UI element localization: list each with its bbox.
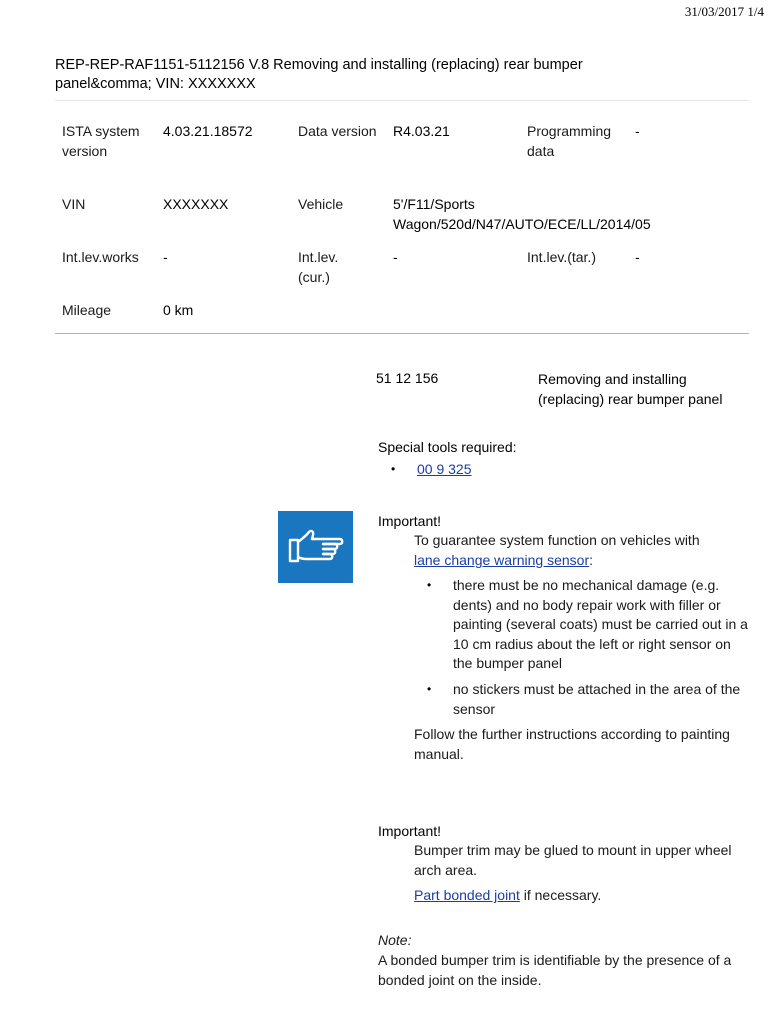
- info-table-divider: [55, 333, 749, 334]
- bonded-joint-line: [414, 886, 744, 906]
- ista-version-value: 4.03.21.18572: [163, 123, 253, 139]
- section-code: 51 12 156: [376, 370, 439, 386]
- ista-version-label: ISTA system version: [62, 123, 140, 159]
- special-tool-link[interactable]: 00 9 325: [417, 461, 472, 477]
- print-date-page: 31/03/2017 1/4: [684, 4, 764, 19]
- intlev-works-value: -: [163, 249, 168, 265]
- lane-change-line: [414, 551, 754, 571]
- vin-label: VIN: [62, 196, 86, 212]
- intlev-tar-label: Int.lev.(tar.): [527, 249, 596, 265]
- title-divider: [55, 100, 749, 101]
- intlev-cur-value: -: [393, 249, 398, 265]
- important-label-2: Important!: [378, 823, 442, 839]
- vin-value: XXXXXXX: [163, 196, 229, 212]
- lane-change-colon: :: [589, 552, 594, 568]
- vehicle-value: 5'/F11/Sports Wagon/520d/N47/AUTO/ECE/LL/2014/05: [393, 196, 651, 232]
- section-title: Removing and installing (replacing) rear bumper panel: [538, 371, 723, 407]
- programming-data-value: -: [635, 123, 640, 139]
- data-version-label: Data version: [298, 123, 377, 139]
- note-label: Note:: [378, 932, 412, 948]
- bullet-marker-1: •: [427, 578, 432, 592]
- pointing-hand-icon: [278, 511, 353, 583]
- part-bonded-joint-link[interactable]: Part bonded joint: [414, 887, 520, 903]
- document-title: REP-REP-RAF1151-5112156 V.8 Removing and installing (replacing) rear bumper panel&comma; VIN: XXXXXXX: [55, 57, 583, 92]
- lane-change-warning-link[interactable]: lane change warning sensor: [414, 552, 590, 568]
- intlev-cur-label: Int.lev. (cur.): [298, 249, 339, 285]
- mileage-value: 0 km: [163, 302, 194, 318]
- intlev-works-label: Int.lev.works: [62, 249, 139, 265]
- intlev-tar-value: -: [635, 249, 640, 265]
- bumper-trim-text: Bumper trim may be glued to mount in upper wheel arch area.: [414, 842, 732, 878]
- programming-data-label: Programming data: [527, 123, 612, 159]
- bullet-marker-2: •: [427, 682, 432, 696]
- important-intro: To guarantee system function on vehicles with: [414, 532, 700, 548]
- special-tools-label: Special tools required:: [378, 439, 517, 455]
- data-version-value: R4.03.21: [393, 123, 450, 139]
- follow-instructions: Follow the further instructions according to painting manual.: [414, 726, 730, 762]
- vehicle-label: Vehicle: [298, 196, 344, 212]
- bullet-item-2: no stickers must be attached in the area of the sensor: [453, 681, 741, 717]
- bonded-joint-suffix: if necessary.: [519, 887, 602, 903]
- bullet-item-1: there must be no mechanical damage (e.g. dents) and no body repair work with filler or painting (several coats) must be carried out in a 10 cm radius about the left or right sensor on the bumper panel: [453, 577, 748, 672]
- mileage-label: Mileage: [62, 302, 112, 318]
- special-tools-bullet: •: [391, 462, 396, 476]
- note-text: A bonded bumper trim is identifiable by the presence of a bonded joint on the inside.: [378, 952, 732, 988]
- important-label-1: Important!: [378, 513, 442, 529]
